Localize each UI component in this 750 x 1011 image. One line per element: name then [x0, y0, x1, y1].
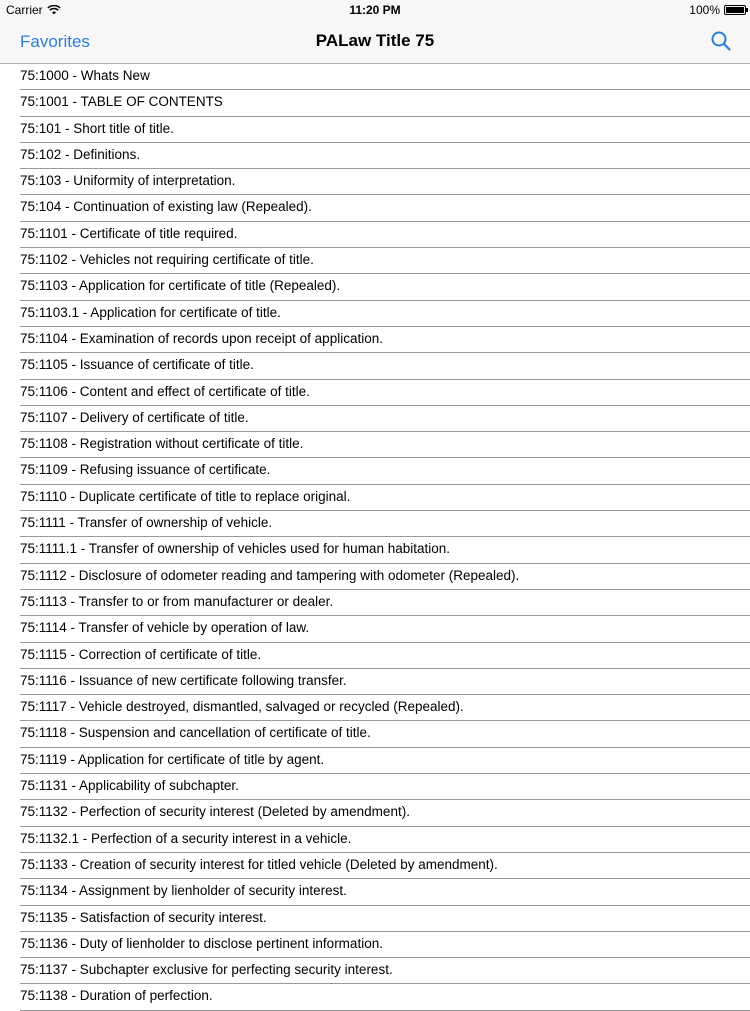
carrier-label: Carrier [6, 3, 43, 17]
list-item[interactable]: 75:1137 - Subchapter exclusive for perfecting security interest. [0, 958, 750, 984]
list-item[interactable]: 75:1112 - Disclosure of odometer reading and tampering with odometer (Repealed). [0, 564, 750, 590]
list-item[interactable]: 75:1136 - Duty of lienholder to disclose pertinent information. [0, 932, 750, 958]
battery-percent: 100% [689, 3, 720, 17]
list-item[interactable]: 75:1000 - Whats New [0, 64, 750, 90]
list-item[interactable]: 75:1116 - Issuance of new certificate following transfer. [0, 669, 750, 695]
list-item[interactable]: 75:1113 - Transfer to or from manufacturer or dealer. [0, 590, 750, 616]
list-item[interactable]: 75:1101 - Certificate of title required. [0, 222, 750, 248]
search-icon[interactable] [710, 30, 732, 52]
page-title: PALaw Title 75 [315, 31, 435, 50]
list-item[interactable]: 75:1133 - Creation of security interest for titled vehicle (Deleted by amendment). [0, 853, 750, 879]
list-item[interactable]: 75:1111 - Transfer of ownership of vehicle. [0, 511, 750, 537]
list-item[interactable]: 75:1134 - Assignment by lienholder of security interest. [0, 879, 750, 905]
list-item[interactable]: 75:1138 - Duration of perfection. [0, 984, 750, 1010]
status-time: 11:20 PM [349, 3, 401, 17]
list-item[interactable]: 75:1106 - Content and effect of certificate of title. [0, 380, 750, 406]
favorites-button[interactable]: Favorites [20, 32, 90, 51]
list-item[interactable]: 75:1109 - Refusing issuance of certificate. [0, 458, 750, 484]
navigation-bar [0, 20, 750, 64]
list-item[interactable]: 75:1107 - Delivery of certificate of title. [0, 406, 750, 432]
list-item[interactable]: 75:1114 - Transfer of vehicle by operation of law. [0, 616, 750, 642]
list-item[interactable]: 75:1001 - TABLE OF CONTENTS [0, 90, 750, 116]
list-item[interactable]: 75:1118 - Suspension and cancellation of certificate of title. [0, 721, 750, 747]
battery-fill [726, 7, 744, 13]
section-list [0, 64, 750, 1011]
list-item[interactable]: 75:101 - Short title of title. [0, 117, 750, 143]
list-item[interactable]: 75:1111.1 - Transfer of ownership of vehicles used for human habitation. [0, 537, 750, 563]
status-right [689, 3, 746, 17]
list-item[interactable]: 75:1131 - Applicability of subchapter. [0, 774, 750, 800]
list-item[interactable]: 75:104 - Continuation of existing law (Repealed). [0, 195, 750, 221]
list-item[interactable]: 75:1115 - Correction of certificate of title. [0, 643, 750, 669]
list-item[interactable]: 75:1135 - Satisfaction of security interest. [0, 906, 750, 932]
list-item[interactable]: 75:1110 - Duplicate certificate of title to replace original. [0, 485, 750, 511]
list-item[interactable]: 75:1104 - Examination of records upon receipt of application. [0, 327, 750, 353]
list-item[interactable]: 75:1117 - Vehicle destroyed, dismantled, salvaged or recycled (Repealed). [0, 695, 750, 721]
list-item[interactable]: 75:102 - Definitions. [0, 143, 750, 169]
list-item[interactable]: 75:1103.1 - Application for certificate of title. [0, 301, 750, 327]
status-bar [0, 0, 750, 20]
list-item[interactable]: 75:103 - Uniformity of interpretation. [0, 169, 750, 195]
list-item[interactable]: 75:1132.1 - Perfection of a security interest in a vehicle. [0, 827, 750, 853]
battery-icon [724, 5, 746, 15]
list-item[interactable]: 75:1103 - Application for certificate of title (Repealed). [0, 274, 750, 300]
list-item[interactable]: 75:1105 - Issuance of certificate of title. [0, 353, 750, 379]
list-item[interactable]: 75:1108 - Registration without certificate of title. [0, 432, 750, 458]
list-item[interactable]: 75:1119 - Application for certificate of title by agent. [0, 748, 750, 774]
list-item[interactable]: 75:1102 - Vehicles not requiring certificate of title. [0, 248, 750, 274]
list-item[interactable]: 75:1132 - Perfection of security interest (Deleted by amendment). [0, 800, 750, 826]
